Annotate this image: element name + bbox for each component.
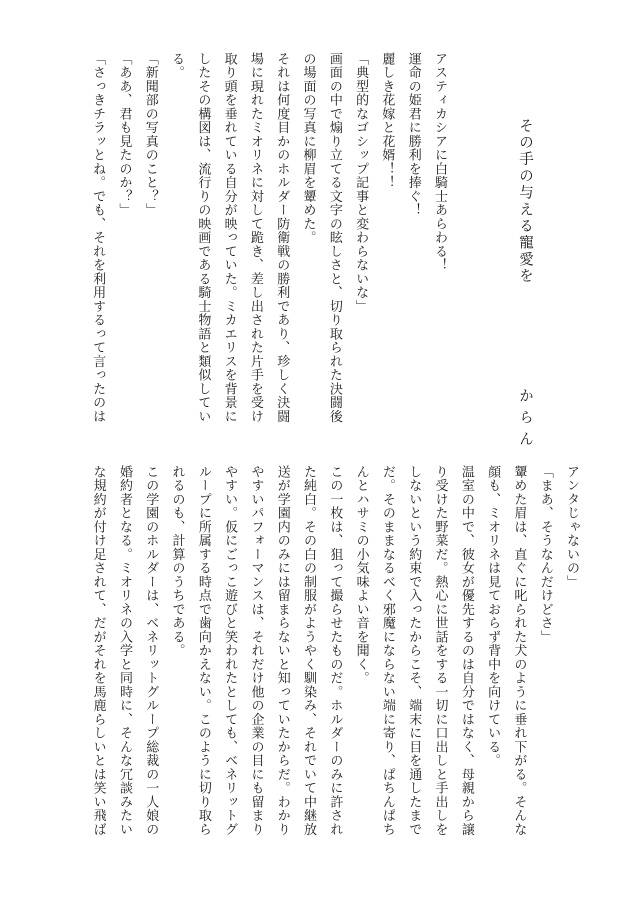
- text-line: 取り頭を垂れている自分が映っていた。ミカエリスを背景に: [221, 52, 237, 424]
- text-line: やすい。仮にごっこ遊びと笑われたとしても、ベネリットグ: [222, 465, 238, 837]
- text-line: 「ああ、君も見たのか？」: [116, 52, 132, 217]
- text-line: それは何度目かのホルダー防衛戦の勝利であり、珍しく決闘: [274, 52, 290, 424]
- text-line: 温室の中で、彼女が優先するのは自分ではなく、母親から譲: [458, 465, 474, 837]
- text-line: た純白。その白の制服がようやく馴染み、それでいて中継放: [301, 465, 317, 837]
- text-line: やすいパフォーマンスは、それだけ他の企業の目にも留まり: [248, 465, 264, 837]
- story-title: その手の与える寵愛を: [517, 118, 533, 285]
- text-line: 顔も、ミオリネは見ておらず背中を向けている。: [485, 465, 501, 768]
- text-line: 場に現れたミオリネに対して跪き、差し出された片手を受け: [247, 52, 263, 424]
- text-line: の場面の写真に柳眉を顰めた。: [300, 52, 316, 245]
- text-line: したその構図は、流行りの映画である騎士物語と類似してい: [195, 52, 211, 424]
- text-line: アンタじゃないの」: [564, 465, 579, 589]
- text-line: 「典型的なゴシップ記事と変わらないな」: [353, 52, 369, 314]
- upper-text-block: [84, 52, 452, 452]
- text-line: この一枚は、狙って撮らせたものだ。ホルダーのみに許され: [327, 465, 343, 837]
- text-line: れるのも、計算のうちである。: [169, 465, 185, 658]
- text-line: り受けた野菜だ。熱心に世話をする一切に口出しと手出しを: [432, 465, 448, 837]
- text-line: んとハサミの小気味よい音を聞く。: [353, 465, 369, 685]
- text-line: 「まあ、そうなんだけどさ」: [537, 465, 553, 644]
- text-line: 「さっきチラッとね。でも、それを利用するって言ったのは: [90, 52, 106, 424]
- text-line: 婚約者となる。ミオリネの入学と同時に、そんな冗談みたい: [116, 465, 132, 837]
- text-line: 送が学園内のみには留まらないと知っていたからだ。わかり: [274, 465, 290, 837]
- text-line: 画面の中で煽り立てる文字の眩しさと、切り取られた決闘後: [326, 52, 342, 424]
- text-line: この学園のホルダーは、ベネリットグループ総裁の一人娘の: [143, 465, 159, 837]
- lower-text-block: [84, 465, 584, 865]
- text-line: る。: [169, 52, 185, 80]
- text-line: ループに所属する時点で歯向かえない。このように切り取ら: [195, 465, 211, 837]
- text-line: 麗しき花嫁と花婿！！: [379, 52, 395, 190]
- text-line: しないという約束で入ったからこそ、端末に目を通したまで: [406, 465, 422, 837]
- text-line: 「新聞部の写真のこと？」: [142, 52, 158, 217]
- text-line: な規約が付け足されて、だがそれを馬鹿らしいとは笑い飛ば: [90, 465, 106, 837]
- text-line: 運命の姫君に勝利を捧ぐ！: [405, 52, 421, 217]
- text-line: アスティカシアに白騎士あらわる！: [432, 52, 447, 272]
- text-line: だ。そのままなるべく邪魔にならない端に寄り、ぱちんぱち: [379, 465, 395, 837]
- text-line: 顰めた眉は、直ぐに叱られた犬のように垂れ下がる。そんな: [511, 465, 527, 837]
- author-name: からん: [517, 388, 533, 453]
